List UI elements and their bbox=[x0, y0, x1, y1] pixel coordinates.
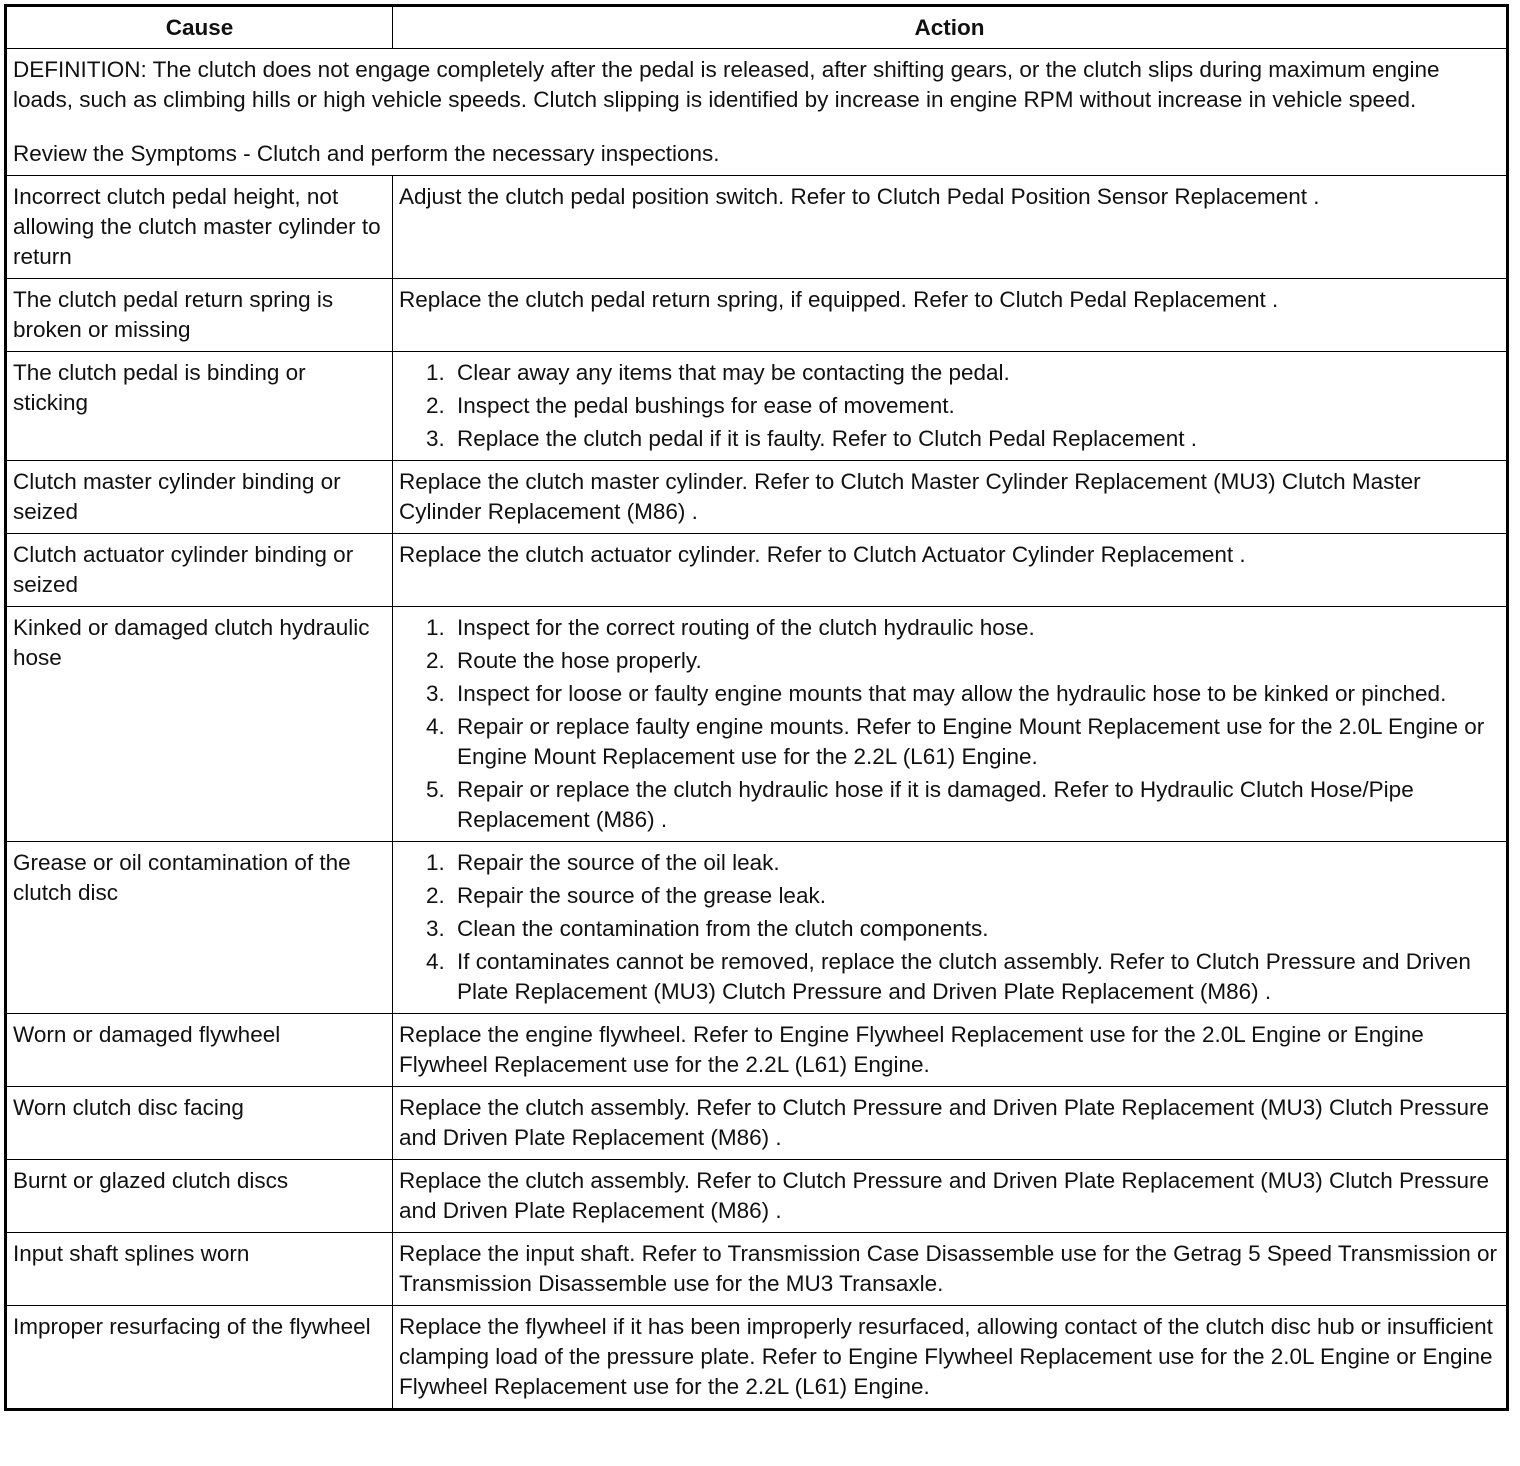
action-steps-list bbox=[399, 358, 1500, 454]
action-step: 1. Inspect for the correct routing of the clutch hydraulic hose. bbox=[451, 613, 1500, 643]
table-row bbox=[6, 1233, 1508, 1306]
definition-cell bbox=[6, 49, 1508, 176]
action-cell bbox=[393, 607, 1508, 842]
cause-cell: Incorrect clutch pedal height, not allowing the clutch master cylinder to return bbox=[6, 176, 393, 279]
action-step: 4. Repair or replace faulty engine mounts. Refer to Engine Mount Replacement use for the 2.0L Engine or Engine Mount Replacement use for the 2.2L (L61) Engine. bbox=[451, 712, 1500, 772]
cause-cell: Worn or damaged flywheel bbox=[6, 1014, 393, 1087]
cause-cell: Clutch actuator cylinder binding or seized bbox=[6, 534, 393, 607]
action-steps-list bbox=[399, 613, 1500, 835]
cause-cell: Kinked or damaged clutch hydraulic hose bbox=[6, 607, 393, 842]
action-step: 3. Inspect for loose or faulty engine mounts that may allow the hydraulic hose to be kinked or pinched. bbox=[451, 679, 1500, 709]
action-cell bbox=[393, 352, 1508, 461]
action-step: 2. Inspect the pedal bushings for ease of movement. bbox=[451, 391, 1500, 421]
definition-spacer bbox=[13, 115, 1500, 139]
table-body bbox=[6, 49, 1508, 1410]
cause-cell: Improper resurfacing of the flywheel bbox=[6, 1306, 393, 1410]
action-cell: Replace the clutch assembly. Refer to Clutch Pressure and Driven Plate Replacement (MU3) Clutch Pressure and Driven Plate Replacement (M86) . bbox=[393, 1087, 1508, 1160]
action-cell: Replace the clutch actuator cylinder. Refer to Clutch Actuator Cylinder Replacement . bbox=[393, 534, 1508, 607]
action-cell: Replace the engine flywheel. Refer to Engine Flywheel Replacement use for the 2.0L Engine or Engine Flywheel Replacement use for the 2.2L (L61) Engine. bbox=[393, 1014, 1508, 1087]
cause-cell: Grease or oil contamination of the clutch disc bbox=[6, 842, 393, 1014]
diagnostic-document bbox=[4, 4, 1506, 1411]
table-row bbox=[6, 534, 1508, 607]
cause-cell: Burnt or glazed clutch discs bbox=[6, 1160, 393, 1233]
table-row bbox=[6, 279, 1508, 352]
action-step: 3. Replace the clutch pedal if it is faulty. Refer to Clutch Pedal Replacement . bbox=[451, 424, 1500, 454]
action-cell: Adjust the clutch pedal position switch. Refer to Clutch Pedal Position Sensor Replacement . bbox=[393, 176, 1508, 279]
header-action: Action bbox=[393, 6, 1508, 49]
cause-cell: Worn clutch disc facing bbox=[6, 1087, 393, 1160]
action-cell: Replace the clutch assembly. Refer to Clutch Pressure and Driven Plate Replacement (MU3) Clutch Pressure and Driven Plate Replacement (M86) . bbox=[393, 1160, 1508, 1233]
action-cell: Replace the clutch master cylinder. Refer to Clutch Master Cylinder Replacement (MU3) Clutch Master Cylinder Replacement (M86) . bbox=[393, 461, 1508, 534]
definition-row bbox=[6, 49, 1508, 176]
cause-cell: Input shaft splines worn bbox=[6, 1233, 393, 1306]
action-steps-list bbox=[399, 848, 1500, 1007]
table-row bbox=[6, 1014, 1508, 1087]
action-step: 3. Clean the contamination from the clutch components. bbox=[451, 914, 1500, 944]
table-row bbox=[6, 176, 1508, 279]
header-cause: Cause bbox=[6, 6, 393, 49]
review-text: Review the Symptoms - Clutch and perform the necessary inspections. bbox=[13, 141, 720, 166]
cause-cell: The clutch pedal return spring is broken or missing bbox=[6, 279, 393, 352]
action-cell: Replace the clutch pedal return spring, if equipped. Refer to Clutch Pedal Replacement . bbox=[393, 279, 1508, 352]
action-step: 2. Repair the source of the grease leak. bbox=[451, 881, 1500, 911]
table-row bbox=[6, 1306, 1508, 1410]
definition-text: DEFINITION: The clutch does not engage completely after the pedal is released, after shifting gears, or the clutch slips during maximum engine loads, such as climbing hills or high vehicle speeds. Clutch slipping is identified by increase in engine RPM without increase in vehicle speed. bbox=[13, 57, 1440, 112]
action-cell: Replace the input shaft. Refer to Transmission Case Disassemble use for the Getrag 5 Speed Transmission or Transmission Disassemble use for the MU3 Transaxle. bbox=[393, 1233, 1508, 1306]
action-step: 5. Repair or replace the clutch hydraulic hose if it is damaged. Refer to Hydraulic Clutch Hose/Pipe Replacement (M86) . bbox=[451, 775, 1500, 835]
action-cell bbox=[393, 842, 1508, 1014]
header-row bbox=[6, 6, 1508, 49]
action-cell: Replace the flywheel if it has been improperly resurfaced, allowing contact of the clutch disc hub or insufficient clamping load of the pressure plate. Refer to Engine Flywheel Replacement use for the 2.0L Engine or Engine Flywheel Replacement use for the 2.2L (L61) Engine. bbox=[393, 1306, 1508, 1410]
table-row bbox=[6, 461, 1508, 534]
action-step: 1. Clear away any items that may be contacting the pedal. bbox=[451, 358, 1500, 388]
action-step: 4. If contaminates cannot be removed, replace the clutch assembly. Refer to Clutch Pressure and Driven Plate Replacement (MU3) Clutch Pressure and Driven Plate Replacement (M86) . bbox=[451, 947, 1500, 1007]
table-row bbox=[6, 352, 1508, 461]
action-step: 1. Repair the source of the oil leak. bbox=[451, 848, 1500, 878]
cause-cell: Clutch master cylinder binding or seized bbox=[6, 461, 393, 534]
table-row bbox=[6, 842, 1508, 1014]
action-step: 2. Route the hose properly. bbox=[451, 646, 1500, 676]
table-row bbox=[6, 1160, 1508, 1233]
diagnostic-table bbox=[4, 4, 1509, 1411]
table-row bbox=[6, 1087, 1508, 1160]
table-row bbox=[6, 607, 1508, 842]
cause-cell: The clutch pedal is binding or sticking bbox=[6, 352, 393, 461]
